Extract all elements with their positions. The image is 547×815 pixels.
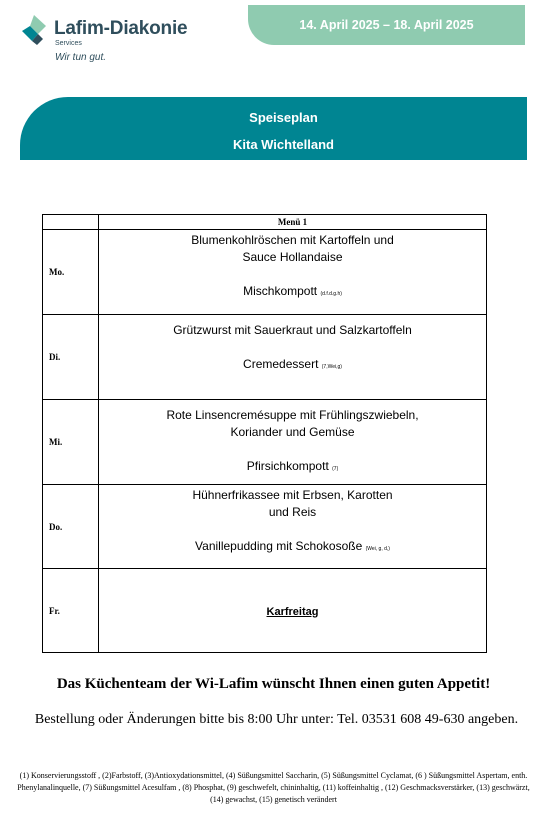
main-dish: Rote Linsencremésuppe mit Frühlingszwiebeln, bbox=[166, 408, 419, 422]
meal-cell bbox=[99, 569, 487, 653]
lafim-logo-icon bbox=[20, 14, 50, 46]
meal-cell bbox=[99, 400, 487, 485]
main-dish: Grützwurst mit Sauerkraut und Salzkartoffeln bbox=[173, 323, 412, 337]
brand-name: Lafim-Diakonie bbox=[54, 18, 188, 39]
meal-cell bbox=[99, 485, 487, 569]
column-header-menu: Menü 1 bbox=[99, 215, 487, 230]
order-info: Bestellung oder Änderungen bitte bis 8:00 Uhr unter: Tel. 03531 608 49-630 angeben. bbox=[34, 712, 519, 727]
day-label: Di. bbox=[43, 315, 99, 400]
table-row bbox=[43, 315, 487, 400]
dessert bbox=[99, 283, 486, 303]
main-dish: Blumenkohlröschen mit Kartoffeln und bbox=[191, 233, 394, 247]
dessert-name: Cremedessert bbox=[243, 357, 319, 371]
table-row bbox=[43, 569, 487, 653]
table-row bbox=[43, 400, 487, 485]
meal-cell bbox=[99, 230, 487, 315]
date-range-banner bbox=[248, 5, 525, 45]
day-label: Mo. bbox=[43, 230, 99, 315]
title-banner bbox=[20, 97, 527, 160]
dessert bbox=[99, 458, 486, 478]
day-label: Fr. bbox=[43, 569, 99, 653]
page-subtitle: Kita Wichtelland bbox=[232, 137, 334, 152]
day-label: Mi. bbox=[43, 400, 99, 485]
dessert bbox=[99, 538, 486, 558]
allergen-codes: (Wei, g, d,) bbox=[365, 546, 390, 552]
brand-slogan: Wir tun gut. bbox=[55, 52, 107, 63]
dessert-name: Vanillepudding mit Schokosoße bbox=[195, 539, 363, 553]
appetit-message: Das Küchenteam der Wi-Lafim wünscht Ihnen einen guten Appetit! bbox=[56, 676, 491, 692]
date-range: 14. April 2025 – 18. April 2025 bbox=[299, 18, 474, 32]
dessert-name: Pfirsichkompott bbox=[246, 459, 329, 473]
main-dish-line2: Koriander und Gemüse bbox=[230, 425, 355, 439]
brand-logo bbox=[20, 14, 220, 70]
allergen-codes: (7,Wei,g) bbox=[321, 364, 342, 370]
holiday-label: Karfreitag bbox=[266, 605, 319, 618]
allergen-codes: (d.f.d.g.h) bbox=[320, 291, 342, 297]
table-header-row bbox=[43, 215, 487, 230]
menu-table bbox=[42, 214, 487, 653]
brand-sub: Services bbox=[55, 40, 82, 47]
page-title: Speiseplan bbox=[249, 110, 318, 125]
table-row bbox=[43, 485, 487, 569]
main-dish: Hühnerfrikassee mit Erbsen, Karotten bbox=[192, 488, 393, 502]
day-label: Do. bbox=[43, 485, 99, 569]
main-dish-line2: und Reis bbox=[268, 505, 317, 519]
dessert bbox=[99, 356, 486, 376]
allergen-codes: (7) bbox=[332, 466, 339, 472]
dessert-name: Mischkompott bbox=[243, 284, 318, 298]
table-header-empty bbox=[43, 215, 99, 230]
additive-legend: (1) Konservierungsstoff , (2)Farbstoff, (3)Antioxydationsmittel, (4) Süßungsmittel Saccharin, (5) Süßungsmittel Cyclamat, (6 ) Süßungsmittel Aspertam, enth. Phenylanalinquelle, (7) Süßungsmittel Acesulfam , (8) Phosphat, (9) geschwefelt, chininhaltig, (11) koffeinhaltig , (12) Geschmacksverstärker, (13) geschwärzt, (14) gewachst, (15) genetisch verändert bbox=[17, 771, 530, 804]
main-dish-line2: Sauce Hollandaise bbox=[242, 250, 343, 264]
meal-cell bbox=[99, 315, 487, 400]
table-row bbox=[43, 230, 487, 315]
